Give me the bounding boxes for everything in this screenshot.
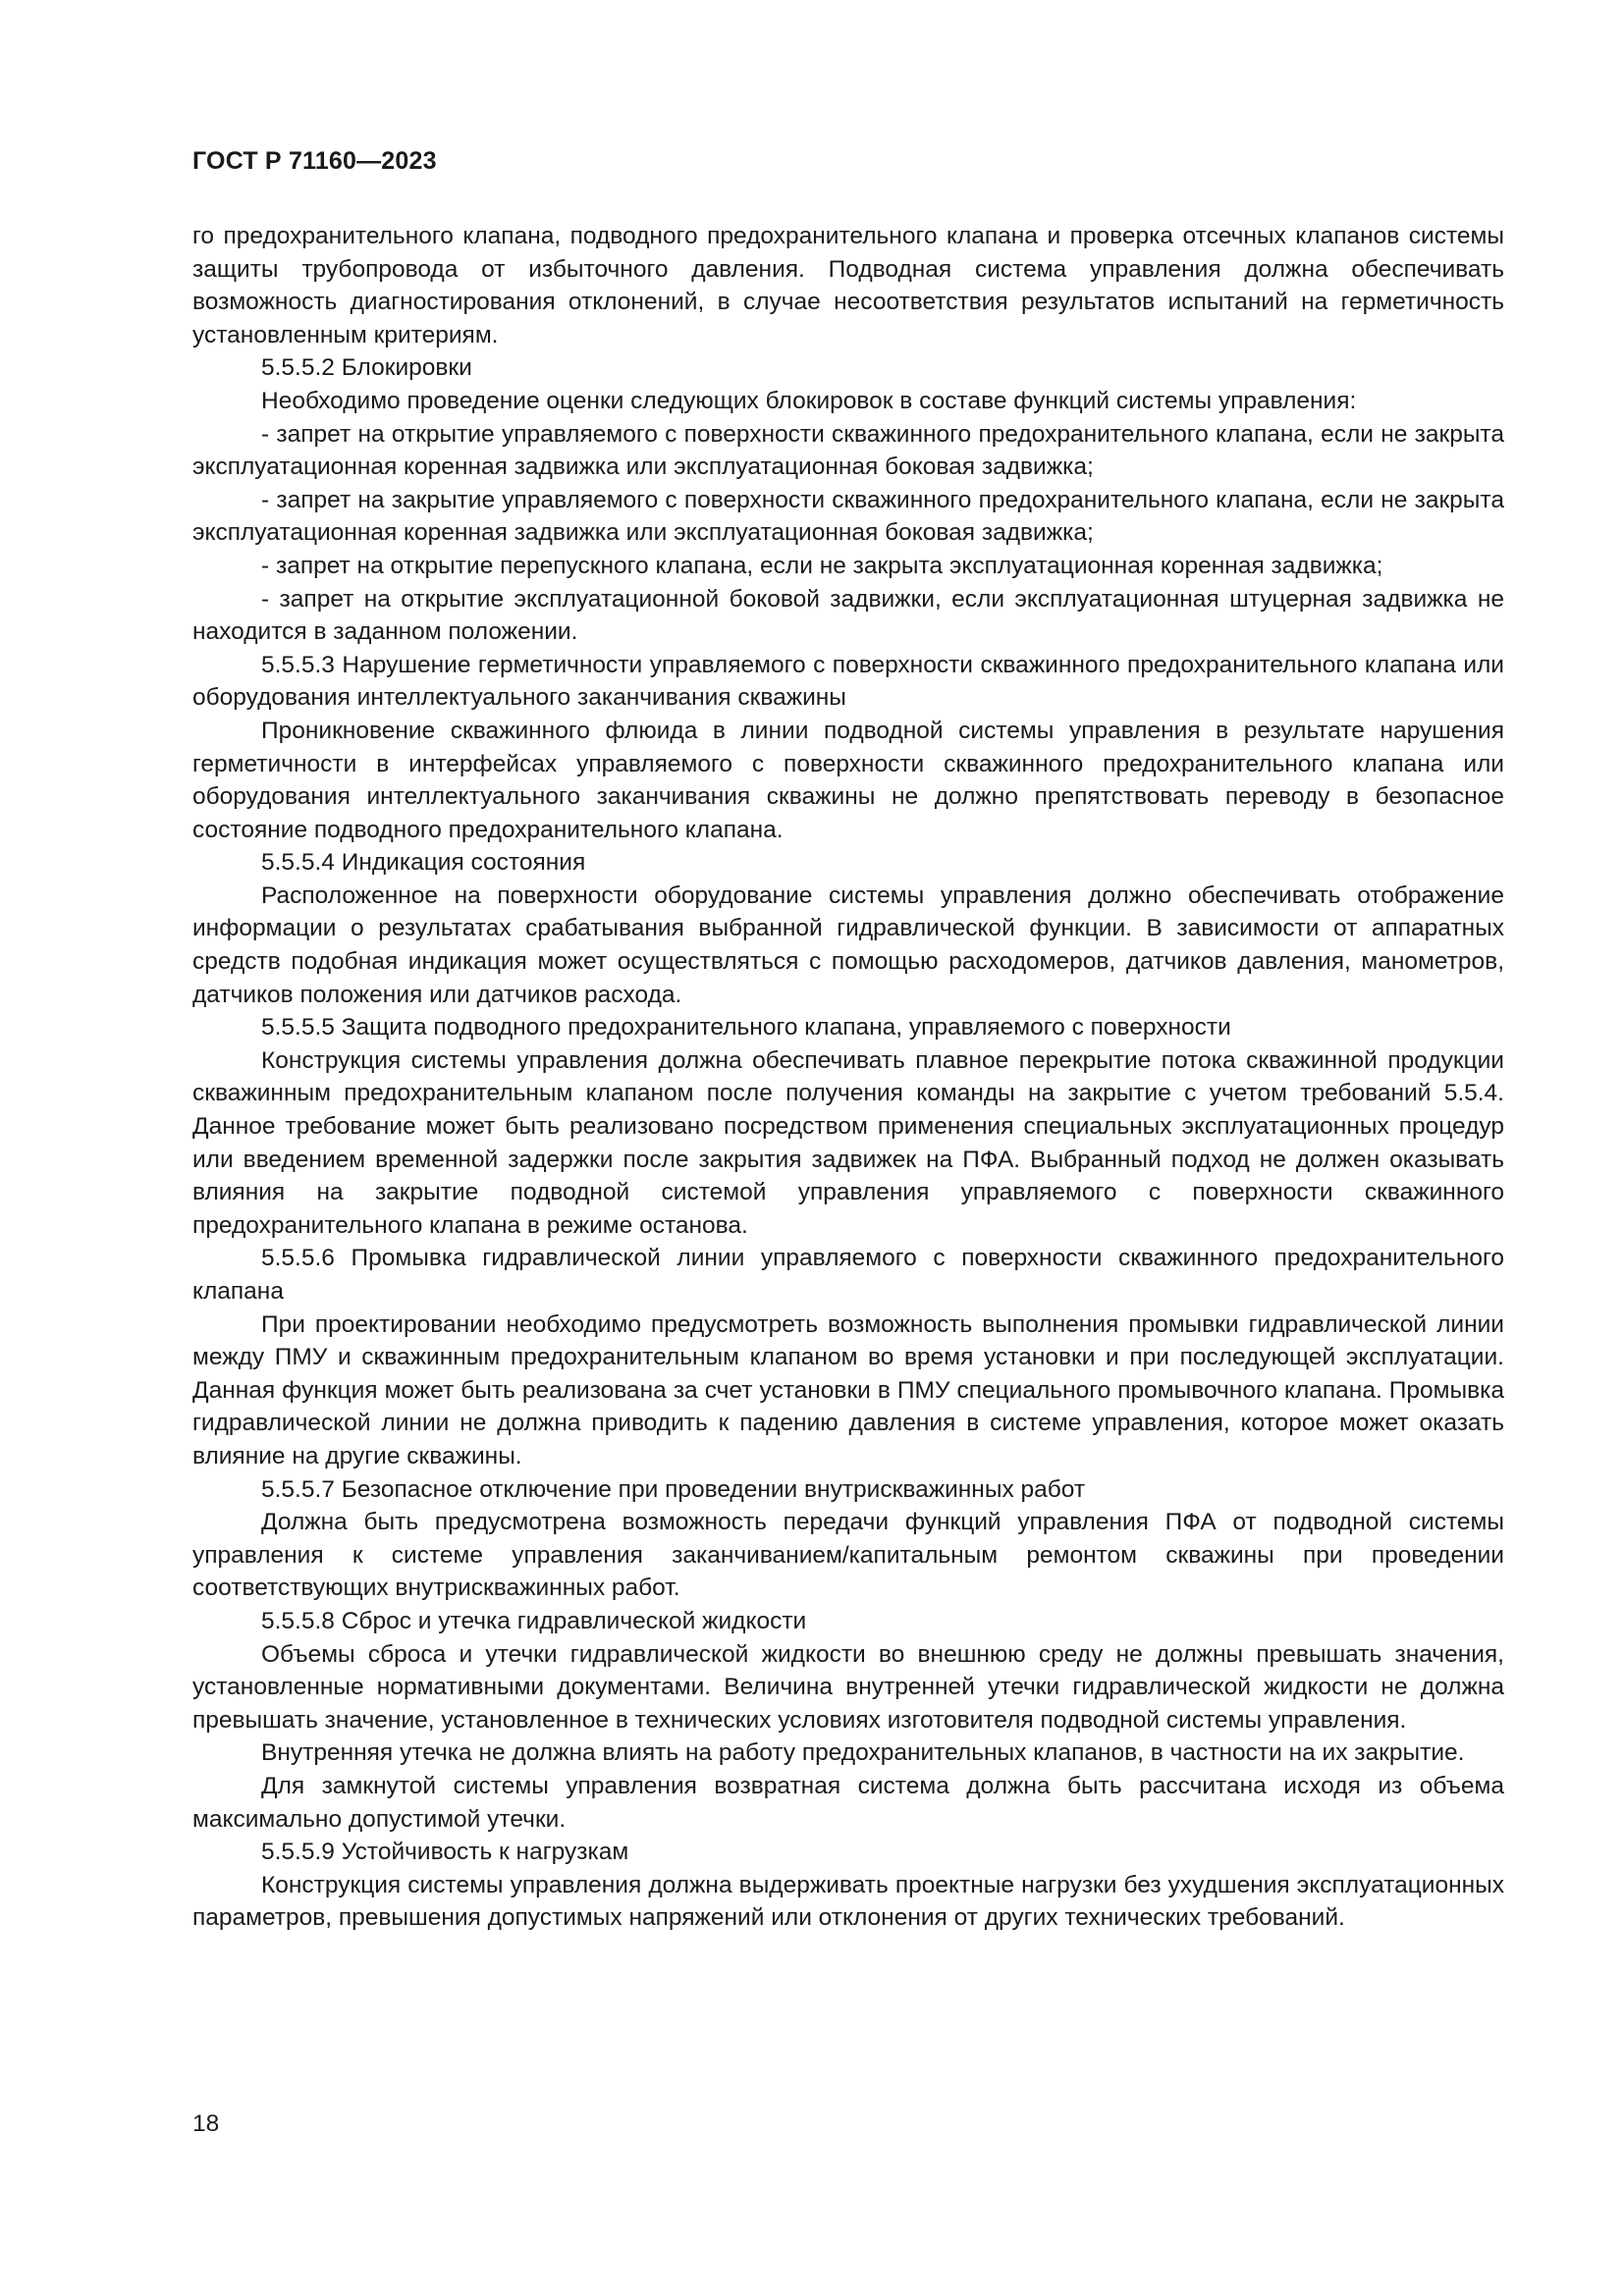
paragraph: Должна быть предусмотрена возможность передачи функций управления ПФА от подводной системы управления к системе управления заканчиванием/капитальным ремонтом скважины при проведении соответствующих внутрискважинных работ. (192, 1509, 1504, 1602)
paragraph: При проектировании необходимо предусмотреть возможность выполнения промывки гидравлической линии между ПМУ и скважинным предохранительным клапаном во время установки и при последующей эксплуатации. Данная функция может быть реализована за счет установки в ПМУ специального промывочного клапана. Промывка гидравлической линии не должна приводить к падению давления в системе управления, которое может оказать влияние на другие скважины. (192, 1310, 1504, 1469)
document-header: ГОСТ Р 71160—2023 (192, 147, 437, 175)
paragraph: го предохранительного клапана, подводного предохранительного клапана и проверка отсечных клапанов системы защиты трубопровода от избыточного давления. Подводная система управления должна обеспечивать возможность диагностирования отклонений, в случае несоответствия результатов испытаний на герметичность установленным критериям. (192, 223, 1504, 348)
section-heading: 5.5.5.6 Промывка гидравлической линии управляемого с поверхности скважинного предохранительного клапана (192, 1245, 1504, 1305)
section-heading: 5.5.5.2 Блокировки (261, 354, 472, 382)
page-number: 18 (192, 2110, 220, 2137)
paragraph: Необходимо проведение оценки следующих блокировок в составе функций системы управления: (261, 387, 1357, 414)
section-heading: 5.5.5.3 Нарушение герметичности управляемого с поверхности скважинного предохранительного клапана или оборудования интеллектуального заканчивания скважины (192, 651, 1504, 712)
paragraph: Расположенное на поверхности оборудование системы управления должно обеспечивать отображение информации о результатах срабатывания выбранной гидравлической функции. В зависимости от аппаратных средств подобная индикация может осуществляться с помощью расходомеров, датчиков давления, манометров, датчиков положения или датчиков расхода. (192, 881, 1504, 1008)
section-heading: 5.5.5.9 Устойчивость к нагрузкам (261, 1839, 629, 1866)
section-heading: 5.5.5.7 Безопасное отключение при проведении внутрискважинных работ (261, 1475, 1086, 1503)
section-heading: 5.5.5.4 Индикация состояния (261, 849, 586, 877)
paragraph: Внутренняя утечка не должна влиять на работу предохранительных клапанов, в частности на их закрытие. (261, 1739, 1465, 1767)
document-body (192, 220, 1504, 1935)
section-heading: 5.5.5.8 Сброс и утечка гидравлической жидкости (261, 1607, 807, 1634)
paragraph: Проникновение скважинного флюида в линии подводной системы управления в результате нарушения герметичности в интерфейсах управляемого с поверхности скважинного предохранительного клапана или оборудования интеллектуального заканчивания скважины не должно препятствовать переводу в безопасное состояние подводного предохранительного клапана. (192, 717, 1504, 843)
paragraph: Конструкция системы управления должна выдерживать проектные нагрузки без ухудшения эксплуатационных параметров, превышения допустимых напряжений или отклонения от других технических требований. (192, 1871, 1504, 1932)
list-item: - запрет на закрытие управляемого с поверхности скважинного предохранительного клапана, если не закрыта эксплуатационная коренная задвижка или эксплуатационная боковая задвижка; (192, 486, 1504, 547)
list-item: - запрет на открытие перепускного клапана, если не закрыта эксплуатационная коренная задвижка; (261, 552, 1383, 579)
list-item: - запрет на открытие эксплуатационной боковой задвижки, если эксплуатационная штуцерная задвижка не находится в заданном положении. (192, 585, 1504, 646)
paragraph: Для замкнутой системы управления возвратная система должна быть рассчитана исходя из объема максимально допустимой утечки. (192, 1772, 1504, 1833)
paragraph: Конструкция системы управления должна обеспечивать плавное перекрытие потока скважинной продукции скважинным предохранительным клапаном после получения команды на закрытие с учетом требований 5.5.4. Данное требование может быть реализовано посредством применения специальных эксплуатационных процедур или введением временной задержки после закрытия задвижек на ПФА. Выбранный подход не должен оказывать влияния на закрытие подводной системой управления управляемого с поверхности скважинного предохранительного клапана в режиме останова. (192, 1046, 1504, 1239)
list-item: - запрет на открытие управляемого с поверхности скважинного предохранительного клапана, если не закрыта эксплуатационная коренная задвижка или эксплуатационная боковая задвижка; (192, 420, 1504, 481)
section-heading: 5.5.5.5 Защита подводного предохранительного клапана, управляемого с поверхности (261, 1014, 1231, 1041)
paragraph: Объемы сброса и утечки гидравлической жидкости во внешнюю среду не должны превышать значения, установленные нормативными документами. Величина внутренней утечки гидравлической жидкости не должна превышать значение, установленное в технических условиях изготовителя подводной системы управления. (192, 1640, 1504, 1734)
